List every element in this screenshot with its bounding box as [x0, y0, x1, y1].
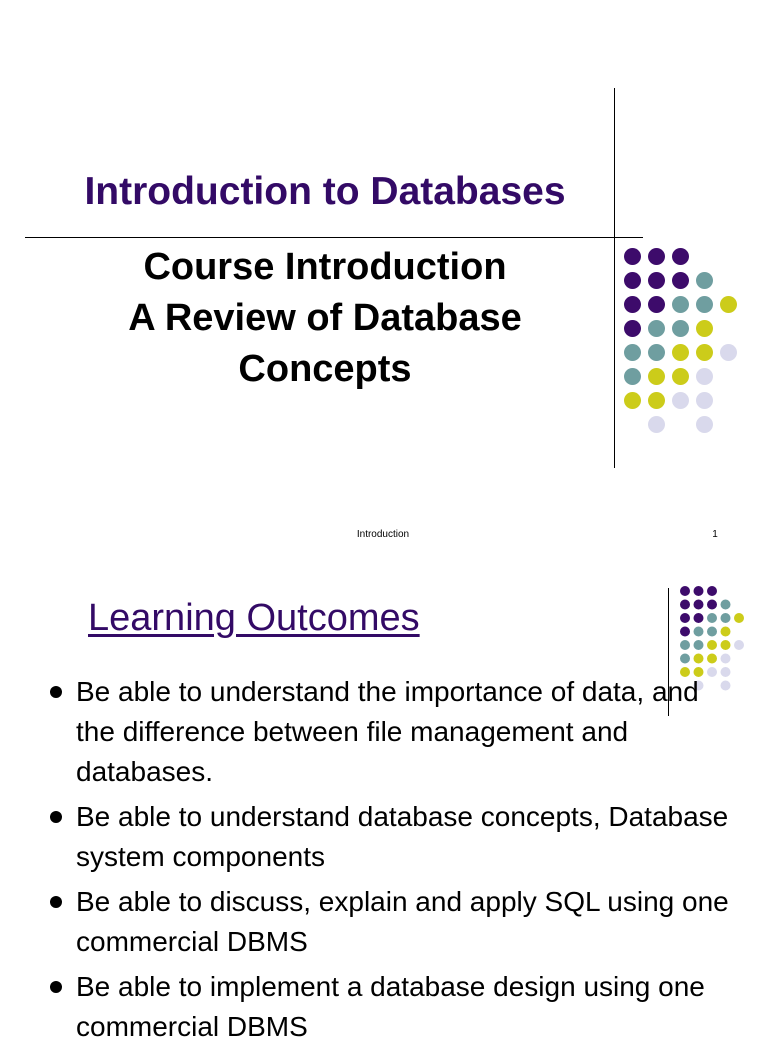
decorative-dot: [648, 416, 665, 433]
list-item: Be able to understand database concepts, Database system components: [44, 797, 744, 877]
decorative-dot: [694, 627, 704, 637]
decorative-dot: [721, 600, 731, 610]
decorative-dot: [707, 586, 717, 596]
decorative-dot: [624, 392, 641, 409]
slide1-footer-label: Introduction: [356, 529, 410, 540]
decorative-dot: [696, 392, 713, 409]
decorative-dot: [707, 613, 717, 623]
decorative-dot: [696, 296, 713, 313]
decorative-dot: [624, 296, 641, 313]
decorative-dot: [624, 248, 641, 265]
decorative-dot: [721, 654, 731, 664]
decorative-dot: [696, 320, 713, 337]
decorative-dot: [680, 640, 690, 650]
decorative-dot: [734, 613, 744, 623]
decorative-dot: [672, 320, 689, 337]
decorative-dot: [648, 320, 665, 337]
decorative-dot: [721, 640, 731, 650]
decorative-dot: [694, 613, 704, 623]
decorative-dot: [648, 392, 665, 409]
decorative-dot: [696, 368, 713, 385]
decorative-dot: [696, 272, 713, 289]
decorative-dot: [707, 600, 717, 610]
decorative-dot: [707, 654, 717, 664]
decorative-dot: [694, 586, 704, 596]
decorative-dot: [707, 640, 717, 650]
decorative-dot: [648, 272, 665, 289]
decorative-dot: [707, 627, 717, 637]
subtitle-line: Concepts: [238, 348, 412, 390]
learning-outcomes-list: [44, 672, 744, 1052]
decorative-dot-grid: [624, 248, 754, 438]
decorative-dot: [694, 640, 704, 650]
list-item: Be able to implement a database design using one commercial DBMS: [44, 967, 744, 1047]
slide2-title: Learning Outcomes: [88, 597, 420, 639]
slide1-subtitle: [25, 242, 625, 395]
decorative-dot: [624, 272, 641, 289]
decorative-dot: [624, 320, 641, 337]
decorative-dot: [720, 344, 737, 361]
decorative-dot: [672, 248, 689, 265]
decorative-dot: [680, 586, 690, 596]
decorative-dot: [648, 344, 665, 361]
decorative-dot: [694, 600, 704, 610]
decorative-dot: [696, 416, 713, 433]
decorative-dot: [720, 296, 737, 313]
decorative-dot: [734, 640, 744, 650]
decorative-dot: [721, 627, 731, 637]
decorative-dot: [648, 296, 665, 313]
slide1-horizontal-rule: [25, 237, 643, 238]
decorative-dot: [696, 344, 713, 361]
slide1-title: Introduction to Databases: [84, 170, 566, 213]
decorative-dot: [680, 613, 690, 623]
decorative-dot: [672, 272, 689, 289]
decorative-dot: [694, 654, 704, 664]
decorative-dot: [680, 627, 690, 637]
list-item: Be able to discuss, explain and apply SQL using one commercial DBMS: [44, 882, 744, 962]
subtitle-line: A Review of Database: [128, 297, 522, 339]
decorative-dot: [721, 613, 731, 623]
slide1-page-number: 1: [712, 529, 718, 540]
list-item: Be able to understand the importance of data, and the difference between file management and databases.: [44, 672, 744, 792]
decorative-dot: [648, 368, 665, 385]
subtitle-line: Course Introduction: [143, 246, 507, 288]
decorative-dot: [648, 248, 665, 265]
decorative-dot: [672, 344, 689, 361]
decorative-dot: [680, 654, 690, 664]
decorative-dot: [672, 392, 689, 409]
decorative-dot: [672, 368, 689, 385]
decorative-dot: [624, 344, 641, 361]
decorative-dot: [624, 368, 641, 385]
decorative-dot: [680, 600, 690, 610]
decorative-dot: [672, 296, 689, 313]
